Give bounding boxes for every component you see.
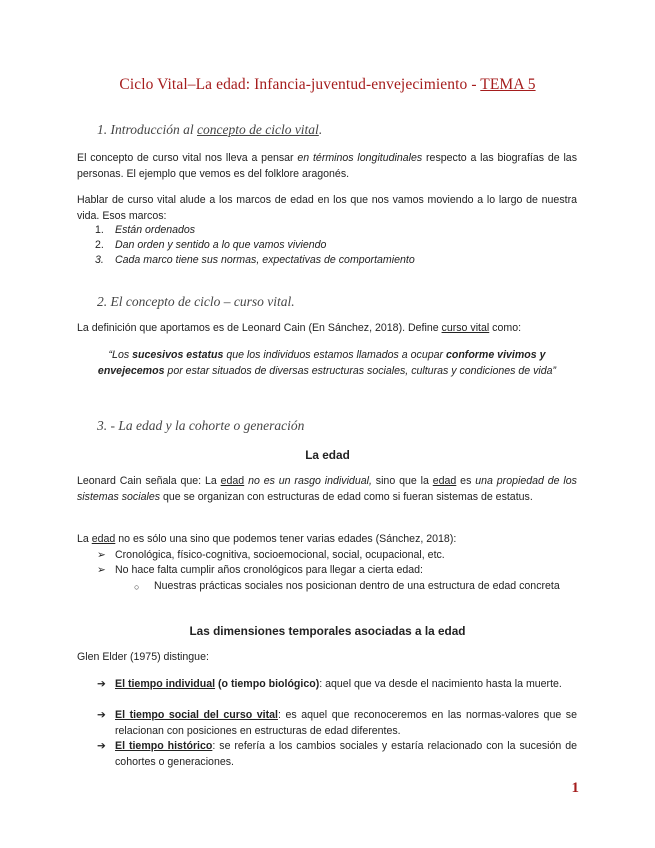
arrowhead-bullet-icon: ➢ xyxy=(97,549,106,561)
section-1-paragraph-1: El concepto de curso vital nos lleva a pensar en términos longitudinales respecto a las biografías de las personas. El ejemplo que vemos es del folklore aragonés. xyxy=(77,152,577,180)
tema-label: TEMA 5 xyxy=(480,76,536,93)
list-item: ➢ No hace falta cumplir años cronológicos para llegar a cierta edad: xyxy=(97,563,423,579)
elder-intro: Glen Elder (1975) distingue: xyxy=(77,651,209,663)
list-item: ➔ El tiempo individual (o tiempo biológico): aquel que va desde el nacimiento hasta la muerte. xyxy=(97,677,577,693)
section-2-heading: 2. El concepto de ciclo – curso vital. xyxy=(97,294,295,309)
arrow-bullet-icon: ➔ xyxy=(97,709,106,721)
section-1-paragraph-2: Hablar de curso vital alude a los marcos de edad en los que nos vamos moviendo a lo largo de nuestra vida. Esos marcos: xyxy=(77,194,577,222)
document-title: Ciclo Vital–La edad: Infancia-juventud-envejecimiento - TEMA 5 xyxy=(119,76,536,93)
section-2-paragraph: La definición que aportamos es de Leonard Cain (En Sánchez, 2018). Define curso vital como: xyxy=(77,322,522,334)
cain-quote: “Los sucesivos estatus que los individuos estamos llamados a ocupar conforme vivimos y envejecemos por estar situados de diversas estructuras sociales, culturas y condiciones de vida” xyxy=(97,349,557,377)
list-item: ➔ El tiempo social del curso vital: es aquel que reconoceremos en las normas-valores que se relacionan con posiciones en estructuras de edad diferentes. xyxy=(97,709,577,737)
arrowhead-bullet-icon: ➢ xyxy=(97,564,106,576)
dimensiones-heading: Las dimensiones temporales asociadas a la edad xyxy=(189,624,466,638)
list-item: ○ Nuestras prácticas sociales nos posicionan dentro de una estructura de edad concreta xyxy=(134,579,576,595)
list-item: 2. Dan orden y sentido a lo que vamos viviendo xyxy=(95,239,327,251)
marcos-list xyxy=(95,223,415,268)
arrow-bullet-icon: ➔ xyxy=(97,678,106,690)
arrow-bullet-icon: ➔ xyxy=(97,740,106,752)
page-number: 1 xyxy=(571,780,579,796)
list-item: ➔ El tiempo histórico: se refería a los cambios sociales y estaría relacionado con la sucesión de cohortes o generaciones. xyxy=(97,740,578,768)
list-item: ➢ Cronológica, físico-cognitiva, socioemocional, social, ocupacional, etc. xyxy=(97,548,445,564)
section-3-paragraph-2: La edad no es sólo una sino que podemos tener varias edades (Sánchez, 2018): xyxy=(77,533,457,545)
circle-bullet-icon: ○ xyxy=(134,582,140,592)
section-3-paragraph-1: Leonard Cain señala que: La edad no es un rasgo individual, sino que la edad es una propiedad de los sistemas sociales que se organizan con estructuras de edad como si fueran sistemas de estatus. xyxy=(77,475,577,503)
list-item: 1. Están ordenados xyxy=(95,224,196,236)
la-edad-heading: La edad xyxy=(305,448,350,462)
section-1-heading: 1. Introducción al concepto de ciclo vital. xyxy=(97,122,323,137)
list-item: 3. Cada marco tiene sus normas, expectativas de comportamiento xyxy=(95,254,415,266)
section-3-heading: 3. - La edad y la cohorte o generación xyxy=(97,418,305,433)
